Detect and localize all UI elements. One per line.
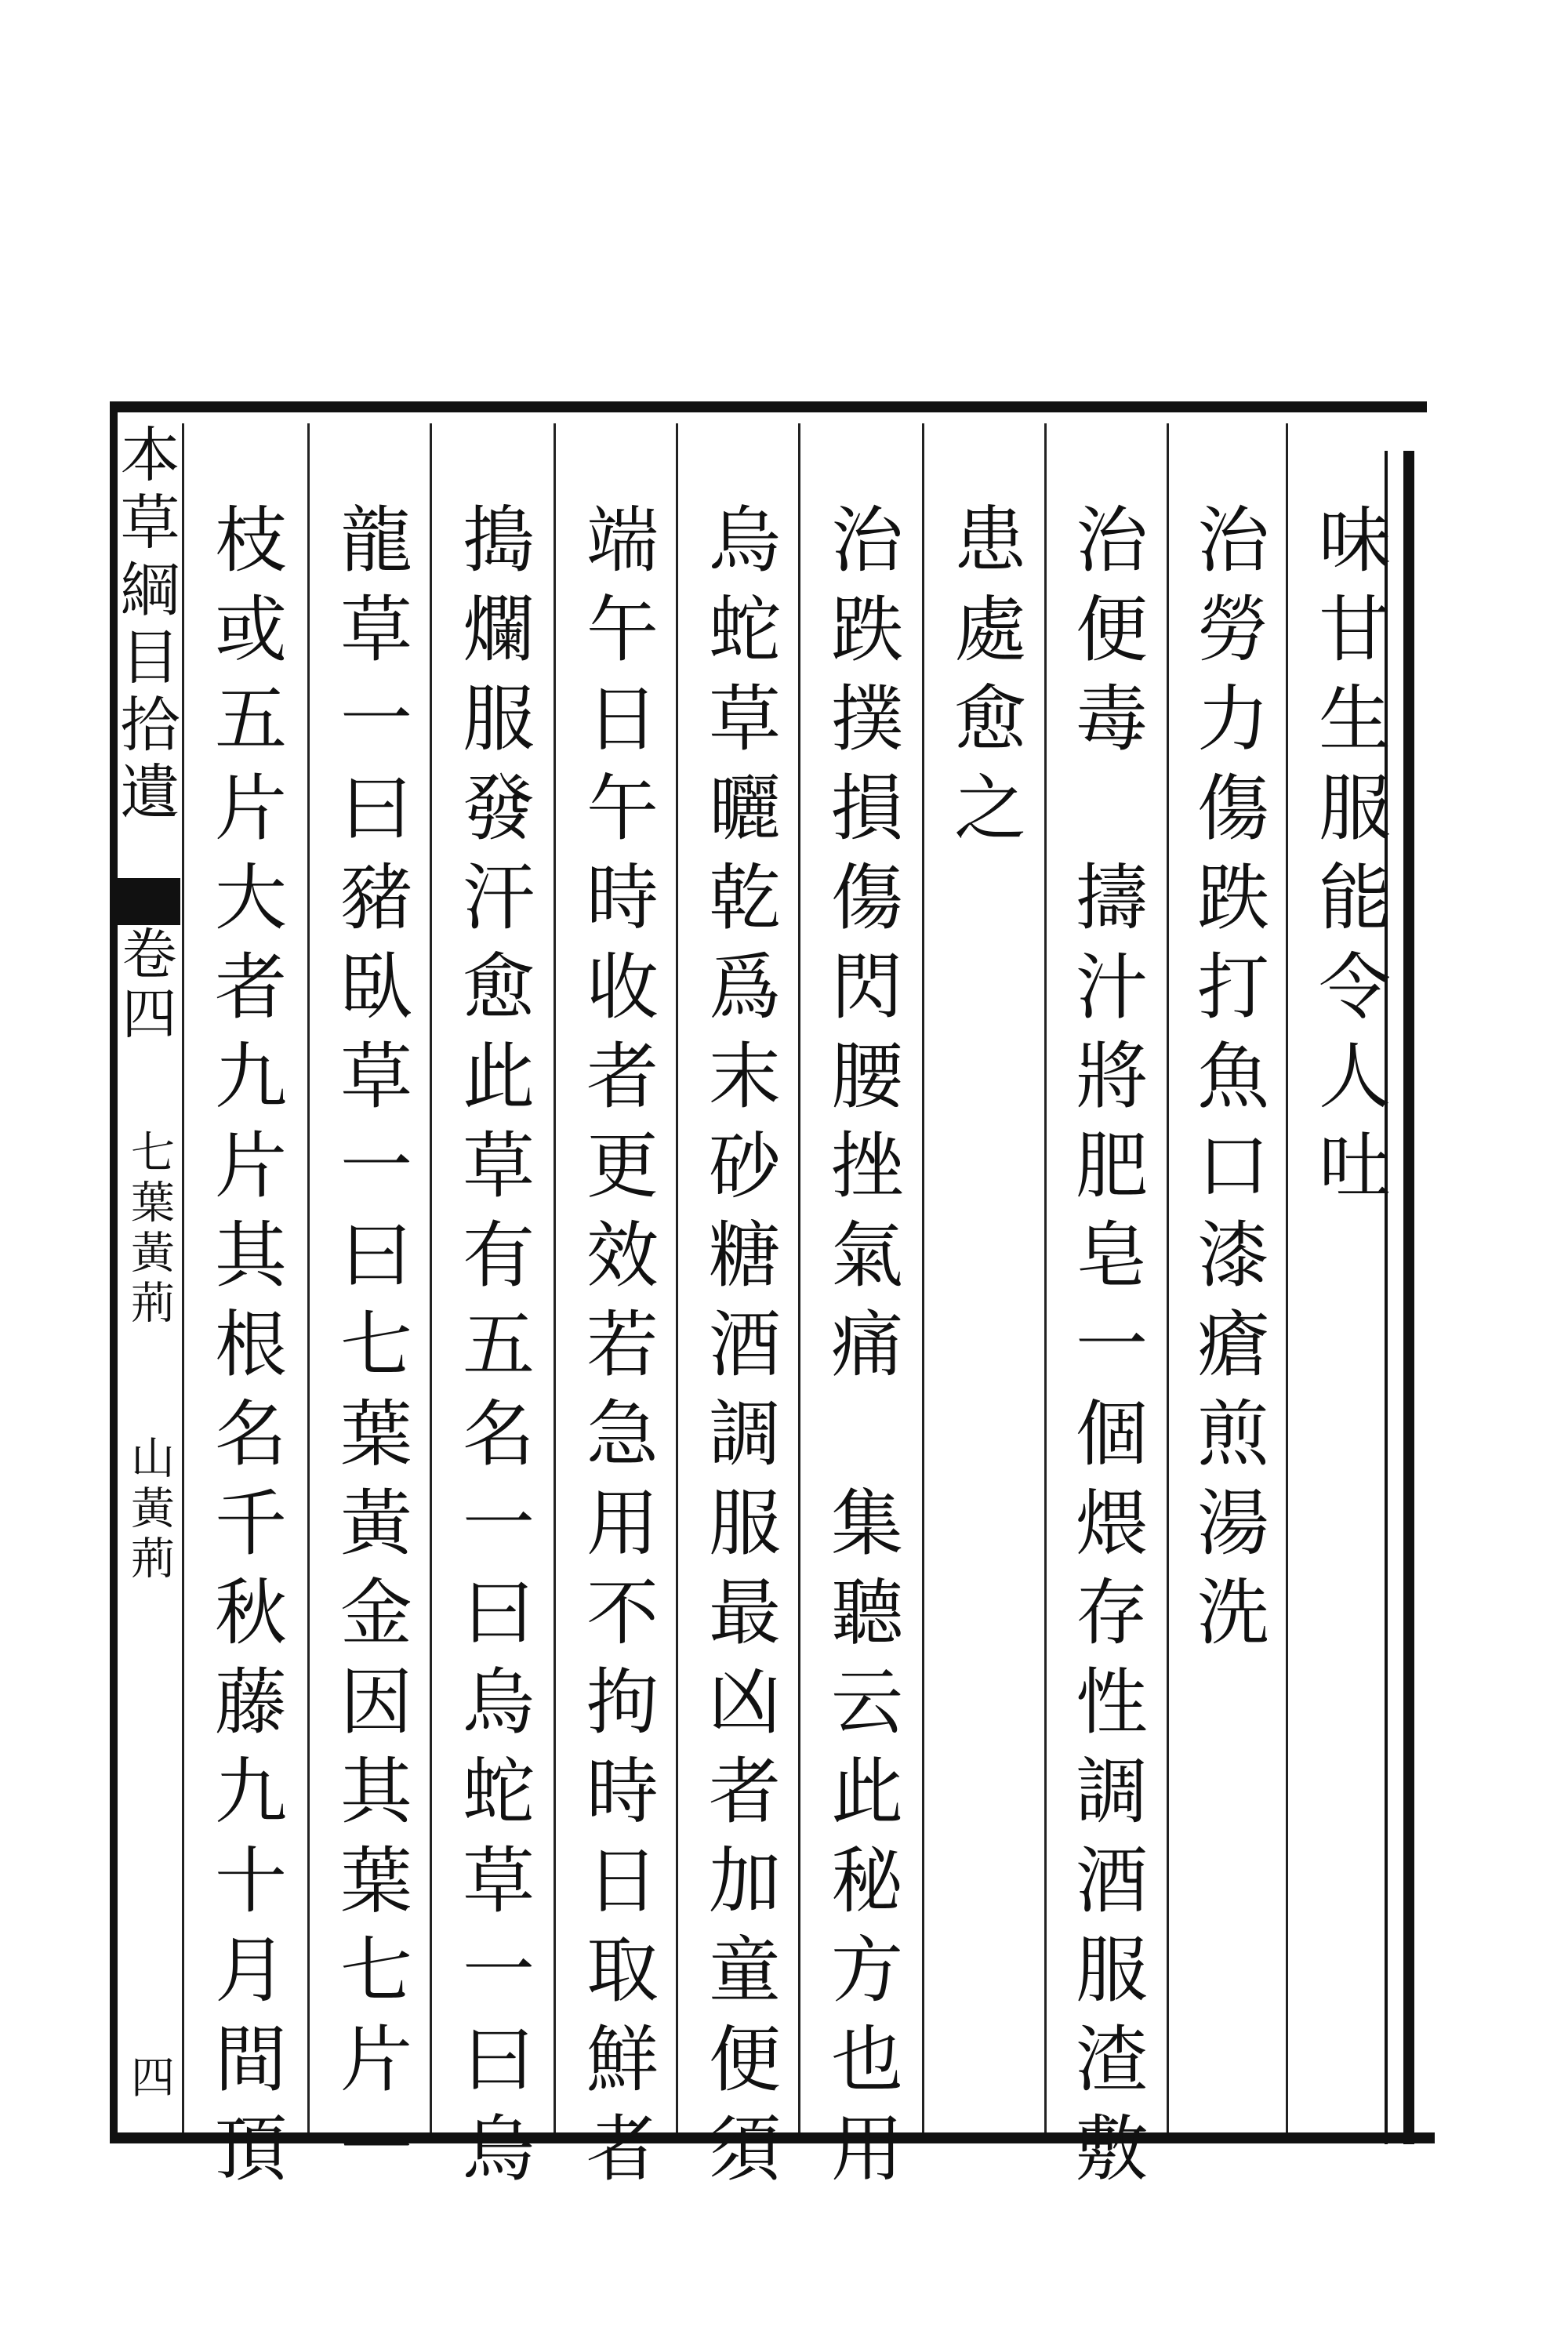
column-rule xyxy=(1286,423,1288,2132)
text-column-9: 龍草一曰豬臥草一曰七葉黃金因其葉七片一 xyxy=(328,502,412,2200)
frame-right-border xyxy=(1403,451,1414,2144)
column-rule xyxy=(182,423,184,2132)
column-rule xyxy=(554,423,556,2132)
entry-label-b: 山黃荊 xyxy=(124,1435,175,1585)
column-rule xyxy=(1167,423,1169,2132)
column-rule xyxy=(430,423,432,2132)
text-column-6: 烏蛇草曬乾爲末砂糖酒調服最凶者加童便須 xyxy=(697,502,781,2200)
text-column-10: 枝或五片大者九片其根名千秋藤九十月間頂 xyxy=(203,502,287,2200)
column-rule xyxy=(307,423,310,2132)
column-rule xyxy=(676,423,678,2132)
text-column-1: 味甘生服能令人吐 xyxy=(1307,502,1391,1217)
page-number: 四 xyxy=(124,2054,175,2098)
text-column-5: 治跌撲損傷閃腰挫氣痛 集聽云此秘方也用 xyxy=(819,502,903,2200)
fishtail-mark xyxy=(110,878,180,925)
frame-top-border xyxy=(110,401,1427,412)
column-rule xyxy=(798,423,800,2132)
text-column-8: 搗爛服發汗愈此草有五名一曰烏蛇草一曰烏 xyxy=(451,502,535,2200)
column-rule xyxy=(1044,423,1047,2132)
text-column-2: 治勞力傷跌打魚口漆瘡煎湯洗 xyxy=(1185,502,1269,1664)
book-title: 本草綱目拾遺 xyxy=(111,423,180,828)
text-column-7: 端午日午時收者更效若急用不拘時日取鮮者 xyxy=(575,502,659,2200)
entry-label-a: 七葉黃荊 xyxy=(124,1129,175,1330)
text-column-3: 治便毒 擣汁將肥皂一個煨存性調酒服渣敷 xyxy=(1064,502,1148,2200)
volume-label: 卷四 xyxy=(113,925,177,1044)
text-column-4: 患處愈之 xyxy=(942,502,1026,859)
column-rule xyxy=(922,423,924,2132)
